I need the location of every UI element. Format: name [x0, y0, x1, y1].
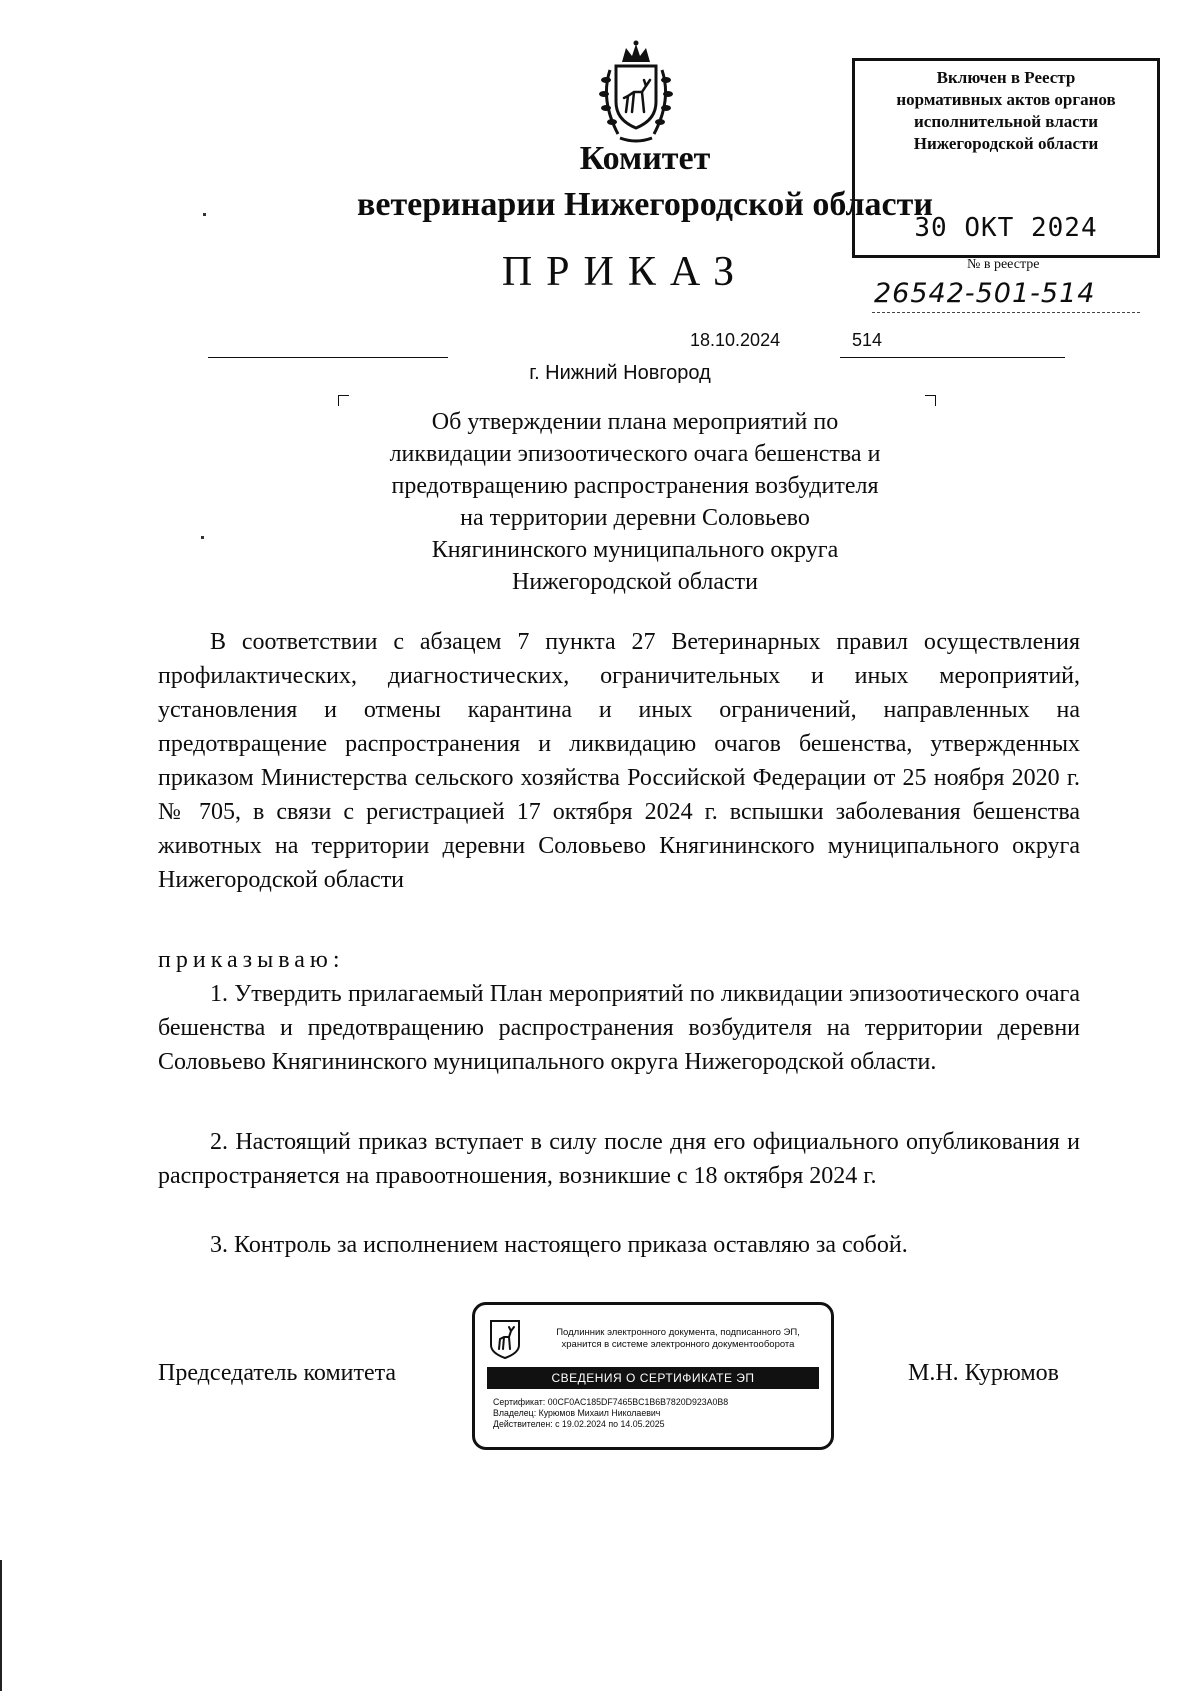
esign-owner: Владелец: Курюмов Михаил Николаевич	[493, 1408, 661, 1418]
order-item-2: 2. Настоящий приказ вступает в силу после дня его официального опубликования и распространяется на правоотношения, возникшие с 18 октября 2024 г.	[158, 1129, 1080, 1189]
scan-speck	[201, 536, 204, 539]
stamp-line: Включен в Реестр	[936, 68, 1076, 87]
number-underline	[840, 357, 1065, 358]
document-type: ПРИКАЗ	[501, 249, 749, 295]
title-line: ликвидации эпизоотического очага бешенства и	[389, 441, 881, 467]
stamp-handwritten-area	[852, 58, 1160, 328]
order-word: приказываю:	[158, 947, 345, 973]
org-name-line2: ветеринарии Нижегородской области	[357, 186, 933, 223]
esign-validity: Действителен: с 19.02.2024 по 14.05.2025	[493, 1419, 665, 1429]
esign-note-line: хранится в системе электронного документооборота	[561, 1339, 795, 1350]
title-line: Княгининского муниципального округа	[431, 537, 839, 563]
document-title	[330, 406, 940, 598]
date-underline	[208, 357, 448, 358]
stamp-line: исполнительной власти	[914, 112, 1098, 131]
document-number: 514	[852, 330, 883, 350]
stamp-line: Нижегородской области	[913, 134, 1099, 153]
title-line: на территории деревни Соловьево	[460, 505, 810, 531]
preamble-paragraph: В соответствии с абзацем 7 пункта 27 Ветеринарных правил осуществления профилактических, диагностических, ограничительных и иных мероприятий, установления и отмены карантина и иных ограничений, направленных на предотвращение распространения и ликвидацию очагов бешенства, утвержденных приказом Министерства сельского хозяйства Российской Федерации от 25 ноября 2020 г. № 705, в связи с регистрацией 17 октября 2024 г. вспышки заболевания бешенства животных на территории деревни Соловьево Княгининского муниципального округа Нижегородской области	[158, 629, 1080, 893]
deer-emblem-icon	[489, 1319, 521, 1359]
title-corner-right	[925, 395, 936, 406]
esign-certificate: Сертификат: 00CF0AC185DF7465BC1B6B7820D923A0B8	[493, 1397, 729, 1407]
esign-details	[493, 1397, 728, 1430]
title-line: предотвращению распространения возбудителя	[391, 473, 879, 499]
electronic-signature-block	[472, 1302, 834, 1450]
order-item-1: 1. Утвердить прилагаемый План мероприятий по ликвидации эпизоотического очага бешенства и предотвращению распространения возбудителя на территории деревни Соловьево Княгининского муниципального округа Нижегородской области.	[158, 981, 1080, 1075]
scan-speck	[203, 213, 206, 216]
order-item-3: 3. Контроль за исполнением настоящего приказа оставляю за собой.	[210, 1232, 908, 1258]
title-line: Об утверждении плана мероприятий по	[431, 409, 839, 435]
signer-position: Председатель комитета	[158, 1360, 397, 1386]
signer-name: М.Н. Курюмов	[908, 1360, 1060, 1386]
esign-header-bar: СВЕДЕНИЯ О СЕРТИФИКАТЕ ЭП	[487, 1367, 819, 1389]
title-line: Нижегородской области	[511, 569, 759, 595]
coat-of-arms-icon	[596, 40, 676, 146]
stamp-dashed-line	[872, 312, 1140, 313]
stamp-registry-number: 26542-501-514	[874, 278, 1096, 309]
document-date: 18.10.2024	[690, 330, 781, 350]
stamp-line: нормативных актов органов	[896, 90, 1116, 109]
org-name-line1: Комитет	[579, 140, 711, 177]
esign-note-line: Подлинник электронного документа, подписанного ЭП,	[556, 1327, 800, 1338]
scan-edge-mark	[0, 1560, 2, 1691]
stamp-registry-label: № в реестре	[967, 257, 1040, 272]
esign-note	[525, 1327, 831, 1351]
title-corner-left	[338, 395, 349, 406]
stamp-date: 30 ОКТ 2024	[914, 213, 1098, 243]
document-city: г. Нижний Новгород	[529, 362, 711, 384]
